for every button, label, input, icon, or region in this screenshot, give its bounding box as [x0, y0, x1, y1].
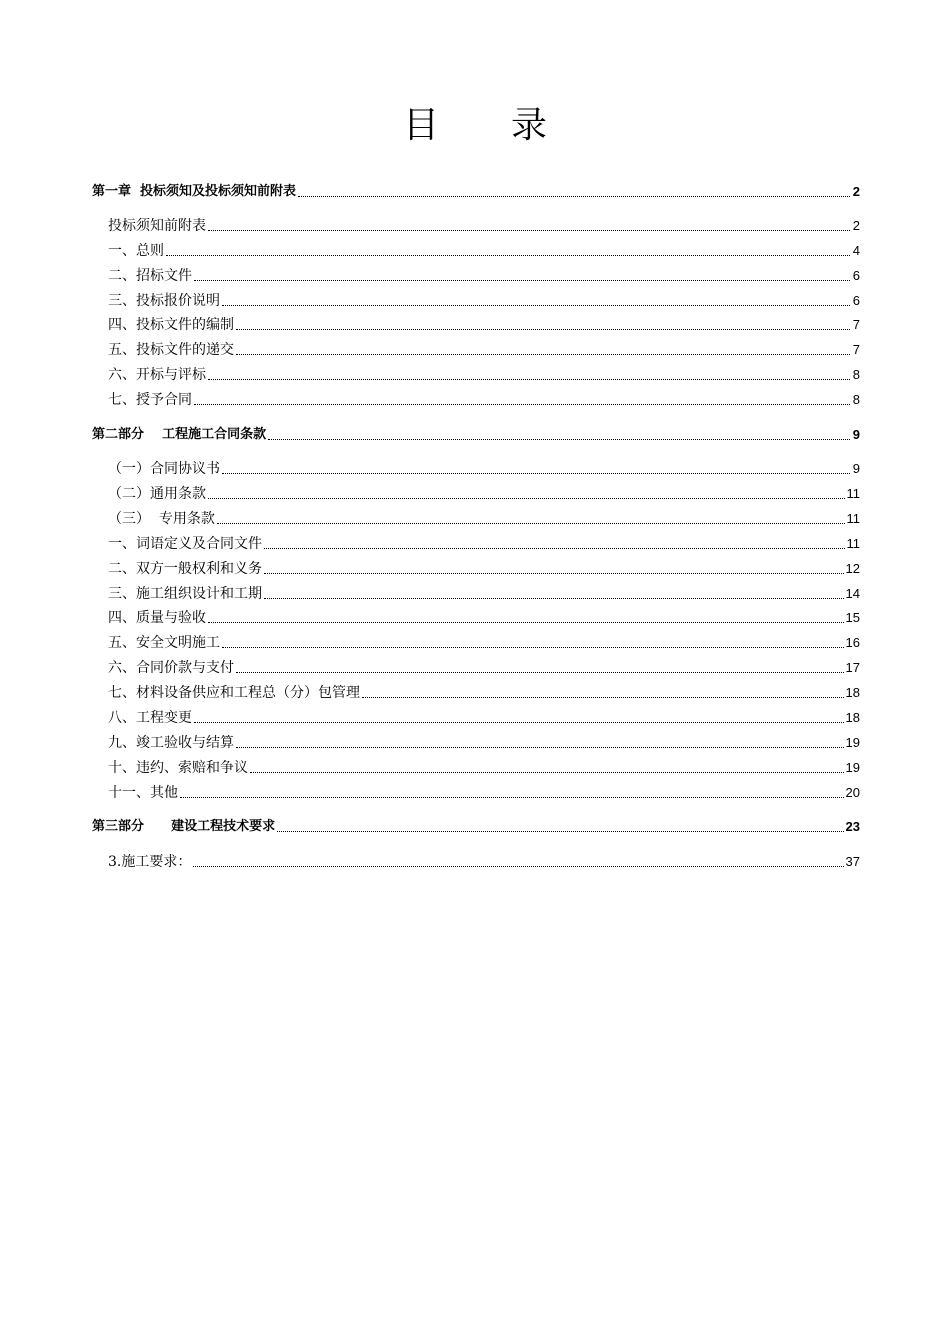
toc-page-number: 8: [852, 367, 860, 382]
toc-page-number: 18: [845, 685, 860, 700]
toc-entry[interactable]: [108, 216, 860, 236]
dot-leader: [194, 403, 850, 405]
toc-page-number: 11: [846, 536, 860, 551]
toc-entry-label: 第二部分 工程施工合同条款: [92, 427, 267, 442]
toc-page-number: 20: [845, 785, 860, 800]
toc-page-number: 7: [852, 342, 860, 357]
toc-chapter-1[interactable]: [92, 182, 860, 202]
toc-entry[interactable]: [108, 633, 860, 653]
toc-chapter-2[interactable]: [92, 425, 860, 445]
toc-entry-label: 六、开标与评标: [108, 367, 206, 383]
dot-leader: [180, 796, 844, 798]
toc-entry[interactable]: [108, 340, 860, 360]
toc-entry-label: （三） 专用条款: [108, 511, 215, 527]
dot-leader: [236, 671, 844, 673]
toc-page-number: 16: [845, 635, 860, 650]
toc-entry[interactable]: [108, 783, 860, 803]
dot-leader: [166, 254, 850, 256]
toc-entry-label: （二）通用条款: [108, 486, 206, 502]
toc-entry-label: 九、竣工验收与结算: [108, 735, 234, 751]
toc-page-number: 7: [852, 317, 860, 332]
toc-title: 目 录: [402, 105, 547, 146]
toc-entry-label: 六、合同价款与支付: [108, 660, 234, 676]
dot-leader: [194, 721, 844, 723]
toc-entry[interactable]: [108, 852, 860, 872]
toc-chapter-3[interactable]: [92, 817, 860, 837]
toc-entry[interactable]: [108, 509, 860, 529]
dot-leader: [222, 304, 850, 306]
toc-page-number: 11: [846, 486, 860, 501]
dot-leader: [208, 378, 850, 380]
toc-page-number: 2: [852, 184, 860, 199]
toc-page-number: 9: [852, 427, 860, 442]
toc-entry[interactable]: [108, 608, 860, 628]
toc-entry-label: 七、授予合同: [108, 392, 192, 408]
dot-leader: [193, 865, 843, 867]
dot-leader: [264, 597, 844, 599]
toc-entry[interactable]: [108, 584, 860, 604]
dot-leader: [217, 522, 845, 524]
toc-entry[interactable]: [108, 534, 860, 554]
toc-entry-label: 三、施工组织设计和工期: [108, 586, 262, 602]
toc-page-number: 23: [845, 819, 860, 834]
dot-leader: [250, 771, 844, 773]
dot-leader: [236, 746, 844, 748]
toc-entry[interactable]: [108, 459, 860, 479]
toc-entry-label: 五、投标文件的递交: [108, 342, 234, 358]
dot-leader: [362, 696, 844, 698]
dot-leader: [222, 472, 850, 474]
toc-entry[interactable]: [108, 559, 860, 579]
toc-entry-label: 投标须知前附表: [108, 218, 206, 234]
dot-leader: [208, 497, 845, 499]
toc-entry[interactable]: [108, 708, 860, 728]
toc-entry-label: 第三部分 建设工程技术要求: [92, 819, 276, 834]
toc-entry-label: 二、双方一般权利和义务: [108, 561, 262, 577]
toc-page-number: 6: [852, 268, 860, 283]
toc-page-number: 19: [845, 735, 860, 750]
toc-page-number: 9: [852, 461, 860, 476]
toc-page-number: 37: [845, 854, 860, 869]
toc-entry[interactable]: [108, 758, 860, 778]
toc-entry-label: 四、质量与验收: [108, 610, 206, 626]
dot-leader: [264, 547, 845, 549]
toc-page-number: 19: [845, 760, 860, 775]
toc-entry-label: 八、工程变更: [108, 710, 192, 726]
dot-leader: [194, 279, 850, 281]
toc-entry-label: 3.施工要求：: [108, 854, 192, 870]
dot-leader: [268, 438, 850, 440]
toc-entry-label: 第一章 投标须知及投标须知前附表: [92, 184, 297, 199]
toc-entry[interactable]: [108, 733, 860, 753]
toc-entry-label: 十一、其他: [108, 785, 178, 801]
toc-entry[interactable]: [108, 484, 860, 504]
toc-page-number: 14: [845, 586, 860, 601]
toc-entry[interactable]: [108, 658, 860, 678]
toc-entry-label: （一）合同协议书: [108, 461, 220, 477]
dot-leader: [277, 830, 843, 832]
dot-leader: [236, 353, 850, 355]
toc-entry[interactable]: [108, 266, 860, 286]
toc-entry-label: 二、招标文件: [108, 268, 192, 284]
toc-page-number: 11: [846, 511, 860, 526]
toc-entry[interactable]: [108, 291, 860, 311]
toc-entry[interactable]: [108, 241, 860, 261]
toc-entry-label: 四、投标文件的编制: [108, 317, 234, 333]
dot-leader: [236, 328, 850, 330]
toc-entry-label: 七、材料设备供应和工程总（分）包管理: [108, 685, 360, 701]
toc-page-number: 18: [845, 710, 860, 725]
toc-entry-label: 十、违约、索赔和争议: [108, 760, 248, 776]
toc-page-number: 12: [845, 561, 860, 576]
toc-page-number: 2: [852, 218, 860, 233]
toc-page-number: 17: [845, 660, 860, 675]
toc-entry-label: 一、总则: [108, 243, 164, 259]
dot-leader: [208, 621, 844, 623]
dot-leader: [208, 229, 850, 231]
toc-entry-label: 一、词语定义及合同文件: [108, 536, 262, 552]
toc-page-number: 8: [852, 392, 860, 407]
toc-page-number: 15: [845, 610, 860, 625]
dot-leader: [298, 195, 850, 197]
toc-page-number: 4: [852, 243, 860, 258]
dot-leader: [222, 646, 844, 648]
toc-page-number: 6: [852, 293, 860, 308]
toc-entry-label: 三、投标报价说明: [108, 293, 220, 309]
toc-entry-label: 五、安全文明施工: [108, 635, 220, 651]
toc-entry[interactable]: [108, 390, 860, 410]
toc-entry[interactable]: [108, 365, 860, 385]
toc-entry[interactable]: [108, 315, 860, 335]
toc-entry[interactable]: [108, 683, 860, 703]
dot-leader: [264, 572, 844, 574]
